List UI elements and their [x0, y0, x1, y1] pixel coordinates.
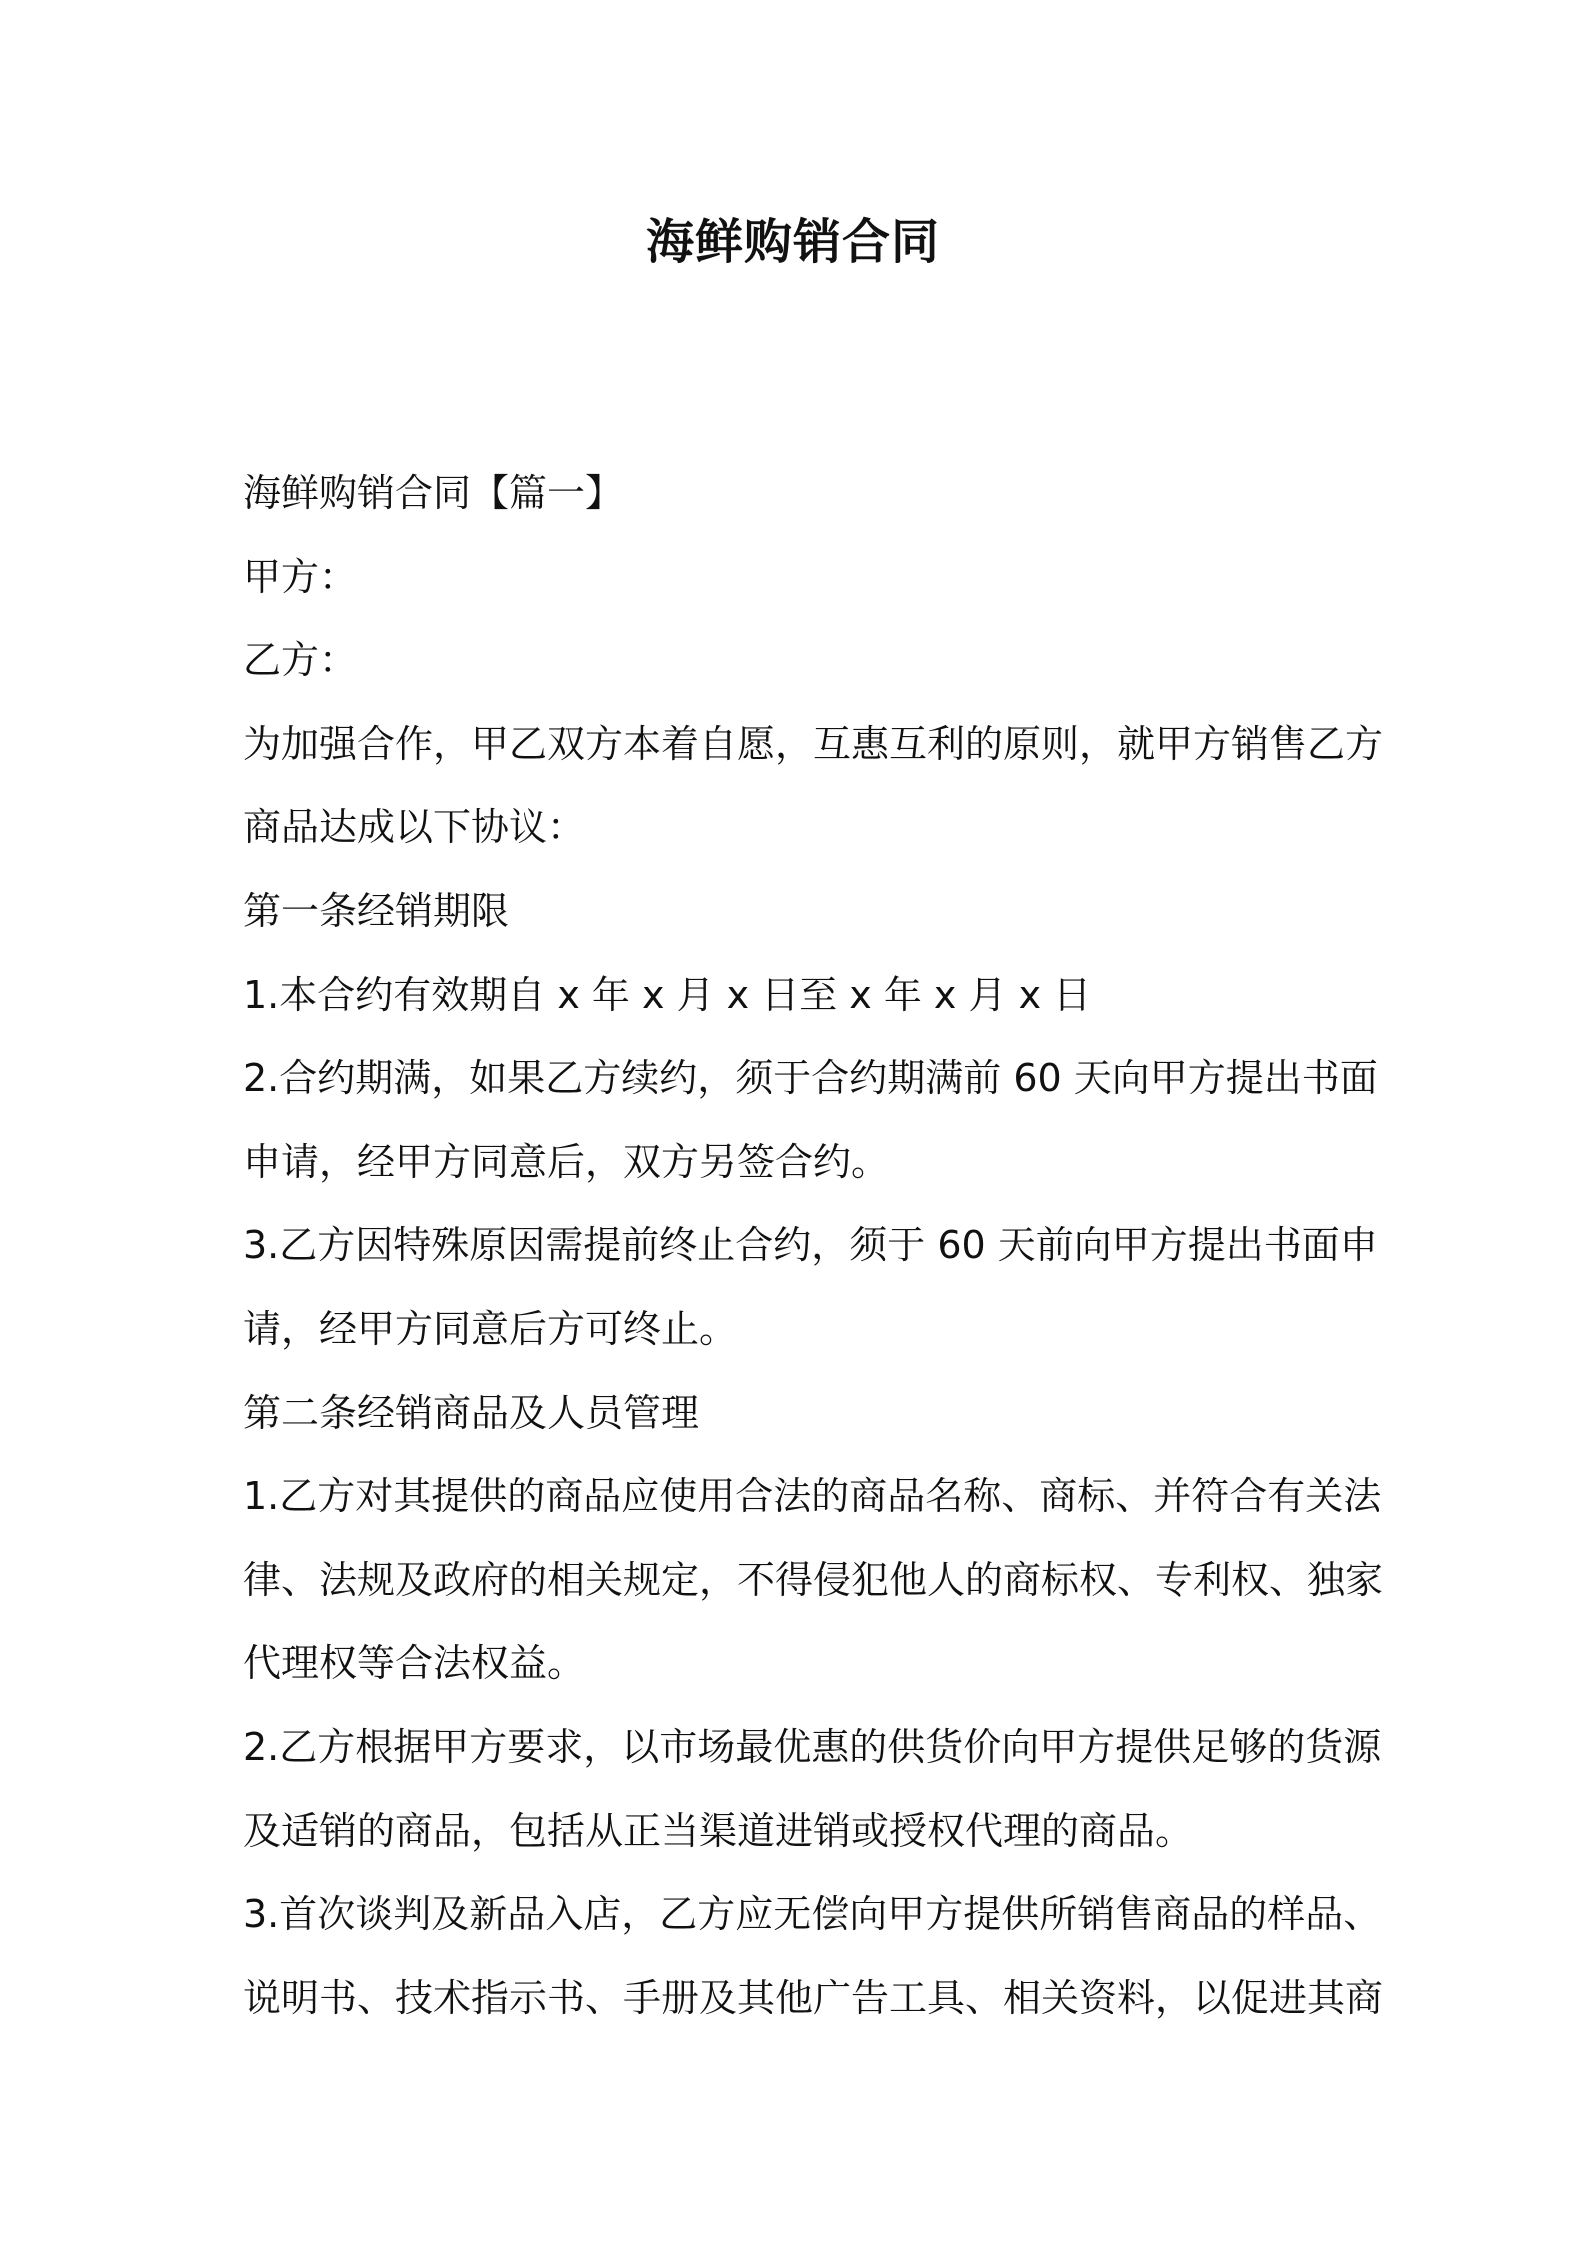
paragraph-line: 请，经甲方同意后方可终止。 — [243, 1306, 738, 1351]
paragraph-line: 及适销的商品，包括从正当渠道进销或授权代理的商品。 — [243, 1808, 1194, 1853]
paragraph-line: 申请，经甲方同意后，双方另签合约。 — [243, 1139, 890, 1184]
paragraph-line: 律、法规及政府的相关规定，不得侵犯他人的商标权、专利权、独家 — [243, 1557, 1384, 1602]
document-title: 海鲜购销合同 — [645, 214, 940, 270]
paragraph-line: 1.本合约有效期自 x 年 x 月 x 日至 x 年 x 月 x 日 — [243, 972, 1092, 1017]
paragraph-line: 3.首次谈判及新品入店，乙方应无偿向甲方提供所销售商品的样品、 — [243, 1892, 1382, 1937]
paragraph-line: 代理权等合法权益。 — [243, 1641, 586, 1686]
paragraph-line: 商品达成以下协议： — [243, 805, 586, 850]
party-b-label: 乙方： — [243, 638, 358, 683]
party-a-label: 甲方： — [243, 554, 358, 599]
article-heading: 第一条经销期限 — [243, 888, 510, 933]
article-heading: 第二条经销商品及人员管理 — [243, 1390, 700, 1435]
document-body — [243, 452, 1384, 2040]
paragraph-line: 1.乙方对其提供的商品应使用合法的商品名称、商标、并符合有关法 — [243, 1474, 1382, 1519]
section-heading: 海鲜购销合同【篇一】 — [243, 471, 624, 515]
paragraph-line: 为加强合作，甲乙双方本着自愿，互惠互利的原则，就甲方销售乙方 — [243, 721, 1384, 766]
paragraph-line: 2.合约期满，如果乙方续约，须于合约期满前 60 天向甲方提出书面 — [243, 1056, 1378, 1101]
paragraph-line: 2.乙方根据甲方要求，以市场最优惠的供货价向甲方提供足够的货源 — [243, 1724, 1382, 1769]
paragraph-line: 3.乙方因特殊原因需提前终止合约，须于 60 天前向甲方提出书面申 — [243, 1223, 1378, 1268]
paragraph-line: 说明书、技术指示书、手册及其他广告工具、相关资料，以促进其商 — [243, 1975, 1384, 2020]
